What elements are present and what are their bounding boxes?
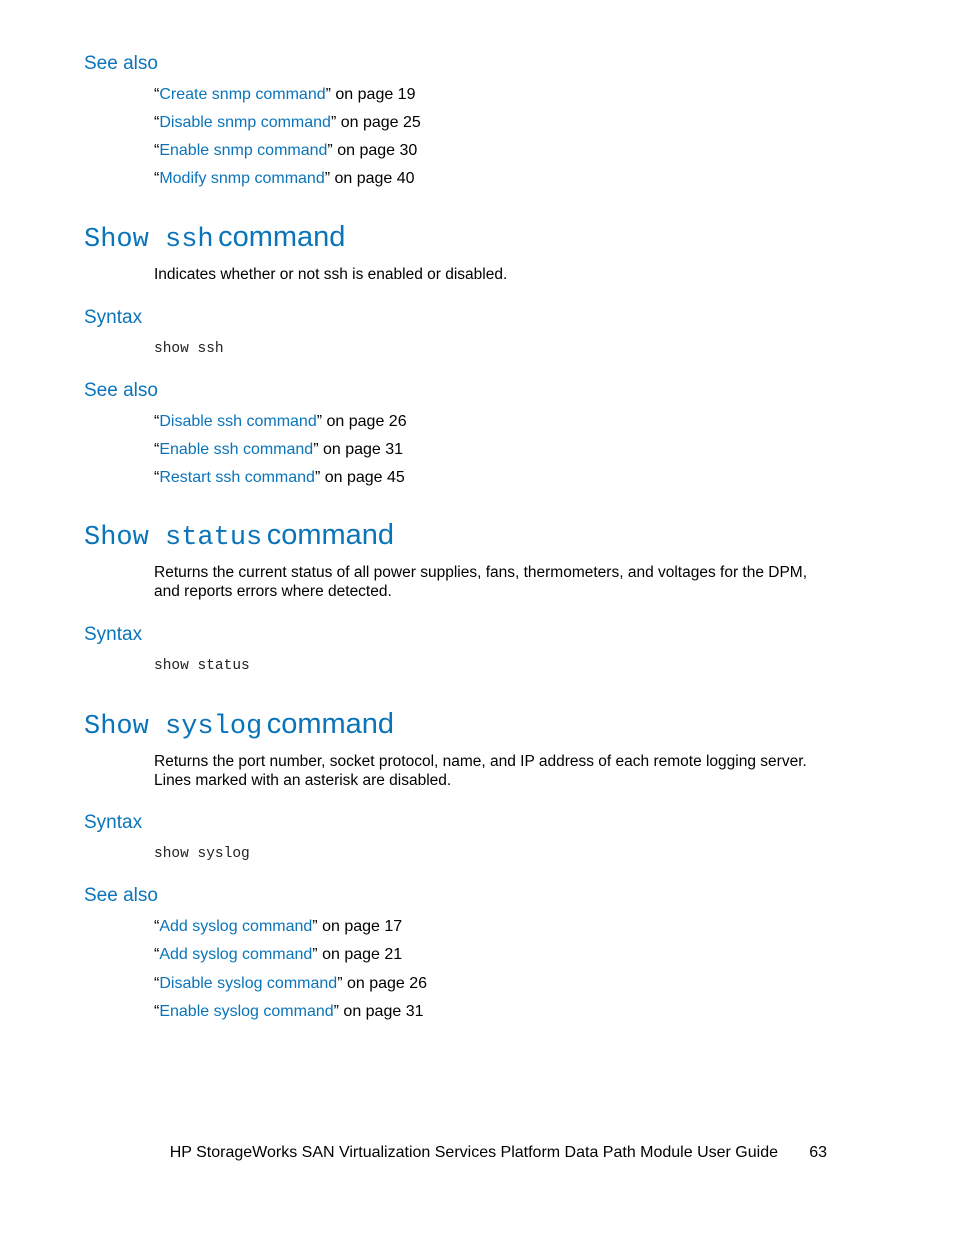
cross-reference: “Enable snmp command” on page 30 [154,142,418,159]
xref-link-create-snmp[interactable]: Create snmp command [159,86,326,103]
see-also-heading: See also [84,53,158,74]
see-also-heading: See also [84,885,158,906]
xref-link-enable-ssh[interactable]: Enable ssh command [159,441,314,458]
syntax-code: show ssh [154,341,224,357]
cross-reference: “Disable snmp command” on page 25 [154,114,421,131]
cross-reference: “Add syslog command” on page 17 [154,918,403,935]
syntax-code: show status [154,658,250,674]
cross-reference: “Disable syslog command” on page 26 [154,975,428,992]
cross-reference: “Create snmp command” on page 19 [154,86,416,103]
footer-guide-title: HP StorageWorks SAN Virtualization Services Platform Data Path Module User Guide [169,1144,778,1161]
section-description: Returns the port number, socket protocol, name, and IP address of each remote logging server. Lines marked with an asterisk are disabled. [154,753,807,789]
xref-link-restart-ssh[interactable]: Restart ssh command [159,469,315,486]
cross-reference: “Enable ssh command” on page 31 [154,441,404,458]
section-title-show-ssh: Show ssh command [84,221,346,255]
section-description: Indicates whether or not ssh is enabled or disabled. [154,266,508,283]
cross-reference: “Add syslog command” on page 21 [154,946,403,963]
page-number: 63 [809,1144,827,1161]
cross-reference: “Restart ssh command” on page 45 [154,469,405,486]
section-title-show-status: Show status command [84,519,395,553]
cross-reference: “Enable syslog command” on page 31 [154,1003,424,1020]
xref-link-enable-snmp[interactable]: Enable snmp command [159,142,328,159]
xref-link-disable-syslog[interactable]: Disable syslog command [159,975,338,992]
xref-link-disable-ssh[interactable]: Disable ssh command [159,413,317,430]
xref-link-add-syslog[interactable]: Add syslog command [159,918,313,935]
syntax-heading: Syntax [84,624,143,645]
syntax-code: show syslog [154,846,250,862]
syntax-heading: Syntax [84,307,143,328]
cross-reference: “Modify snmp command” on page 40 [154,170,415,187]
cross-reference: “Disable ssh command” on page 26 [154,413,407,430]
xref-link-enable-syslog[interactable]: Enable syslog command [159,1003,334,1020]
xref-link-modify-snmp[interactable]: Modify snmp command [159,170,325,187]
section-title-show-syslog: Show syslog command [84,708,395,742]
section-description: Returns the current status of all power supplies, fans, thermometers, and voltages for the DPM, and reports errors where detected. [154,564,808,600]
xref-link-disable-snmp[interactable]: Disable snmp command [159,114,331,131]
see-also-heading: See also [84,380,158,401]
xref-link-add-syslog[interactable]: Add syslog command [159,946,313,963]
syntax-heading: Syntax [84,812,143,833]
